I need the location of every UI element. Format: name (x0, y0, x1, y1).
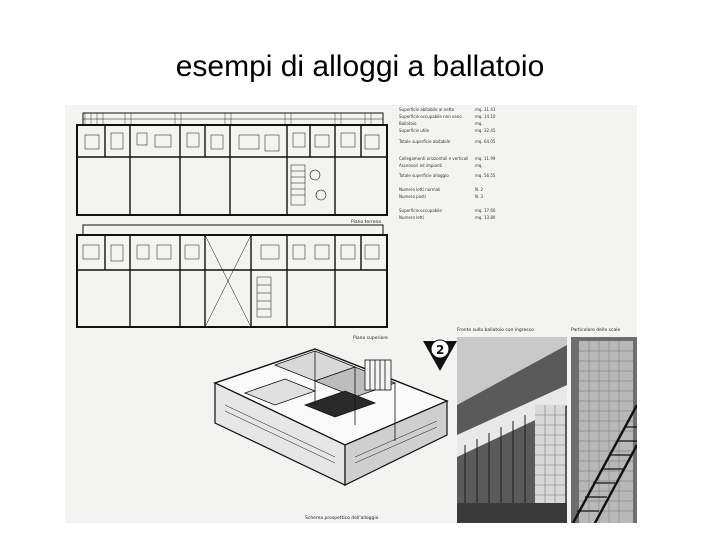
emblem-number: 2 (436, 343, 445, 357)
architectural-plate (65, 105, 637, 523)
table-row-label: Collegamenti orizzontali e verticali (399, 156, 469, 161)
area-data-table (398, 107, 496, 220)
table-row-label: Ballatoio (399, 121, 417, 126)
table-row-label: Superficie occupabile (399, 208, 442, 213)
photo-right-caption: Particolare delle scale (571, 328, 621, 333)
axon-caption: Schema prospettico dell'alloggio (305, 516, 379, 521)
axonometric-drawing (215, 349, 447, 485)
table-row-label: Numero posti (399, 194, 426, 199)
emblem-badge (423, 340, 457, 371)
floor-plan-top (77, 113, 387, 215)
table-row-value: mq. 64.05 (475, 139, 496, 144)
table-row-value: mq. 31.41 (475, 107, 496, 112)
photo-left-caption: Fronte sulla ballatoio con ingresso (457, 328, 534, 333)
table-row-value: mq. 17.60 (475, 208, 496, 213)
table-row-label: Numero letti normali (399, 187, 441, 192)
table-row-value: N. 3 (475, 194, 484, 199)
table-row-label: Numero letti (399, 215, 424, 220)
photo-building-facade (457, 337, 567, 523)
table-row-label: Totale superficie alloggio (399, 173, 449, 178)
photo-staircase (571, 337, 637, 523)
table-row-label: Superficie abitabile al netto (399, 107, 455, 112)
table-row-label: Superficie utile (399, 128, 430, 133)
table-row-value: N. 2 (475, 187, 484, 192)
table-row-value: mq. (475, 121, 483, 126)
table-row-label: Ascensori ed impianti (399, 163, 443, 168)
table-row-value: mq. (475, 163, 483, 168)
table-row-value: mq. 56.55 (475, 173, 496, 178)
table-row-value: mq. 32.45 (475, 128, 496, 133)
table-row-label: Totale superficie abitabile (399, 139, 451, 144)
table-row-value: mq. 14.10 (475, 114, 496, 119)
table-row-label: Superficie occupabile non vano (399, 114, 462, 119)
plan-bottom-caption: Piano superiore (353, 336, 388, 341)
table-row-value: mq. 13.80 (475, 215, 496, 220)
plan-top-caption: Piano terreno (351, 220, 382, 225)
slide-title: esempi di alloggi a ballatoio (175, 50, 545, 83)
floor-plan-bottom (77, 225, 387, 327)
table-row-value: mq. 11.99 (475, 156, 496, 161)
